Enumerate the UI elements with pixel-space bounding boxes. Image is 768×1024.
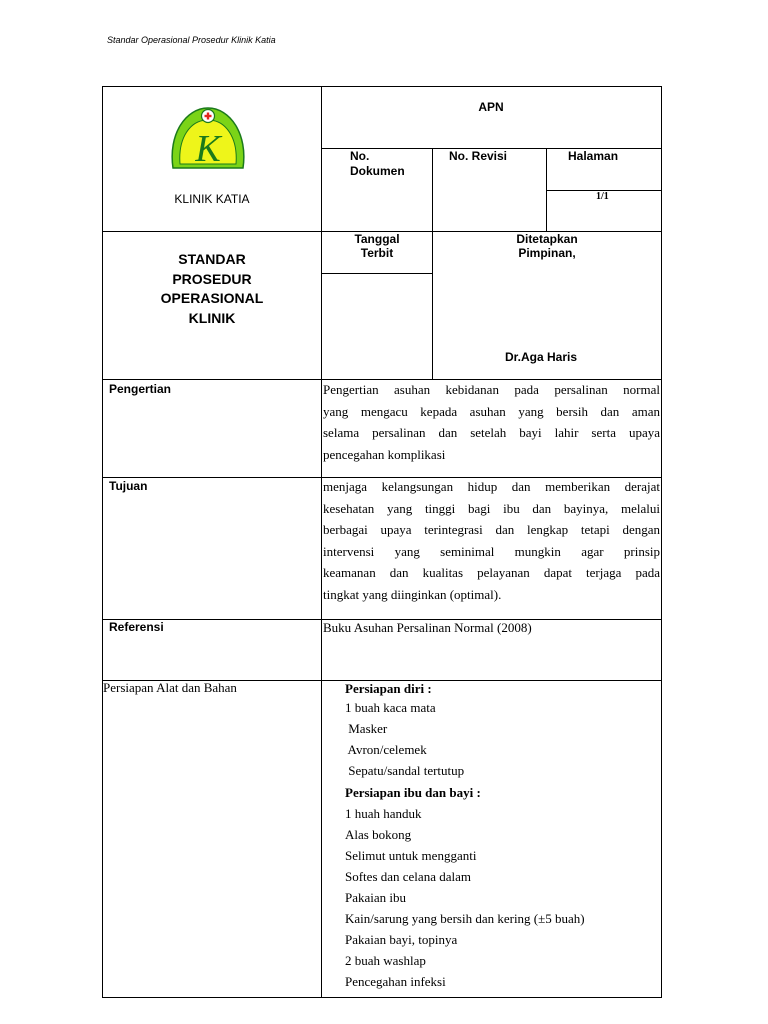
list-item: Avron/celemek <box>345 742 427 757</box>
list-item: Masker <box>345 721 388 736</box>
no-dokumen-label: No. Dokumen <box>350 149 405 178</box>
clinic-name: KLINIK KATIA <box>174 192 250 206</box>
ditetapkan-line: Ditetapkan <box>516 232 578 246</box>
list-item: Softes dan celana dalam <box>345 869 471 884</box>
list-item: Selimut untuk mengganti <box>345 848 477 863</box>
text-line: intervensi yang seminimal mungkin agar prinsip <box>323 543 660 559</box>
referensi-label: Referensi <box>109 620 164 634</box>
list-item: 1 buah kaca mata <box>345 700 436 715</box>
text-line: tingkat yang diinginkan (optimal). <box>323 586 502 602</box>
text-line: menjaga kelangsungan hidup dan memberikan derajat <box>323 479 660 494</box>
list-item: Pencegahan infeksi <box>345 974 446 989</box>
doc-title: APN <box>478 100 504 114</box>
ditetapkan-block <box>433 232 661 260</box>
sop-title-line: PROSEDUR <box>172 270 252 287</box>
logo-letter: K <box>195 128 221 170</box>
text-line: pencegahan komplikasi <box>323 446 446 462</box>
page-header: Standar Operasional Prosedur Klinik Katia <box>107 35 276 45</box>
sop-title <box>102 250 322 328</box>
text-line: Pengertian asuhan kebidanan pada persalinan normal <box>323 382 660 397</box>
text-line: selama persalinan dan setelah bayi lahir serta upaya <box>323 425 660 440</box>
persiapan-diri-heading: Persiapan diri : <box>345 681 432 696</box>
persiapan-label: Persiapan Alat dan Bahan <box>103 680 237 695</box>
persiapan-ibu-bayi-heading: Persiapan ibu dan bayi : <box>345 785 481 800</box>
list-item: Pakaian bayi, topinya <box>345 932 458 947</box>
clinic-logo <box>170 104 246 176</box>
sop-title-line: KLINIK <box>188 309 236 326</box>
tujuan-label: Tujuan <box>109 479 148 493</box>
halaman-label: Halaman <box>568 149 619 163</box>
ditetapkan-line: Pimpinan, <box>518 246 576 260</box>
list-item: Pakaian ibu <box>345 890 407 905</box>
list-item: Kain/sarung yang bersih dan kering (±5 buah) <box>345 911 585 926</box>
sop-title-line: STANDAR <box>178 251 246 267</box>
sop-title-line: OPERASIONAL <box>160 290 264 306</box>
halaman-value: 1/1 <box>596 191 609 202</box>
list-item: Sepatu/sandal tertutup <box>345 763 465 778</box>
text-line: kesehatan yang tinggi bagi ibu dan bayinya, melalui <box>323 500 660 516</box>
signatory-name: Dr.Aga Haris <box>505 350 578 364</box>
list-item: Alas bokong <box>345 827 412 842</box>
no-revisi-label: No. Revisi <box>449 149 508 163</box>
tujuan-text <box>323 476 660 605</box>
list-item: 2 buah washlap <box>345 953 426 968</box>
list-item: 1 huah handuk <box>345 806 422 821</box>
text-line: yang mengacu kepada asuhan yang bersih dan aman <box>323 403 660 419</box>
tanggal-terbit-label: Tanggal Terbit <box>354 232 400 260</box>
pengertian-text <box>323 379 660 465</box>
referensi-text: Buku Asuhan Persalinan Normal (2008) <box>323 620 532 635</box>
text-line: keamanan dan kualitas pelayanan dapat terjaga pada <box>323 565 660 580</box>
text-line: berbagai upaya terintegrasi dan lengkap tetapi dengan <box>323 522 660 537</box>
pengertian-label: Pengertian <box>109 382 172 396</box>
